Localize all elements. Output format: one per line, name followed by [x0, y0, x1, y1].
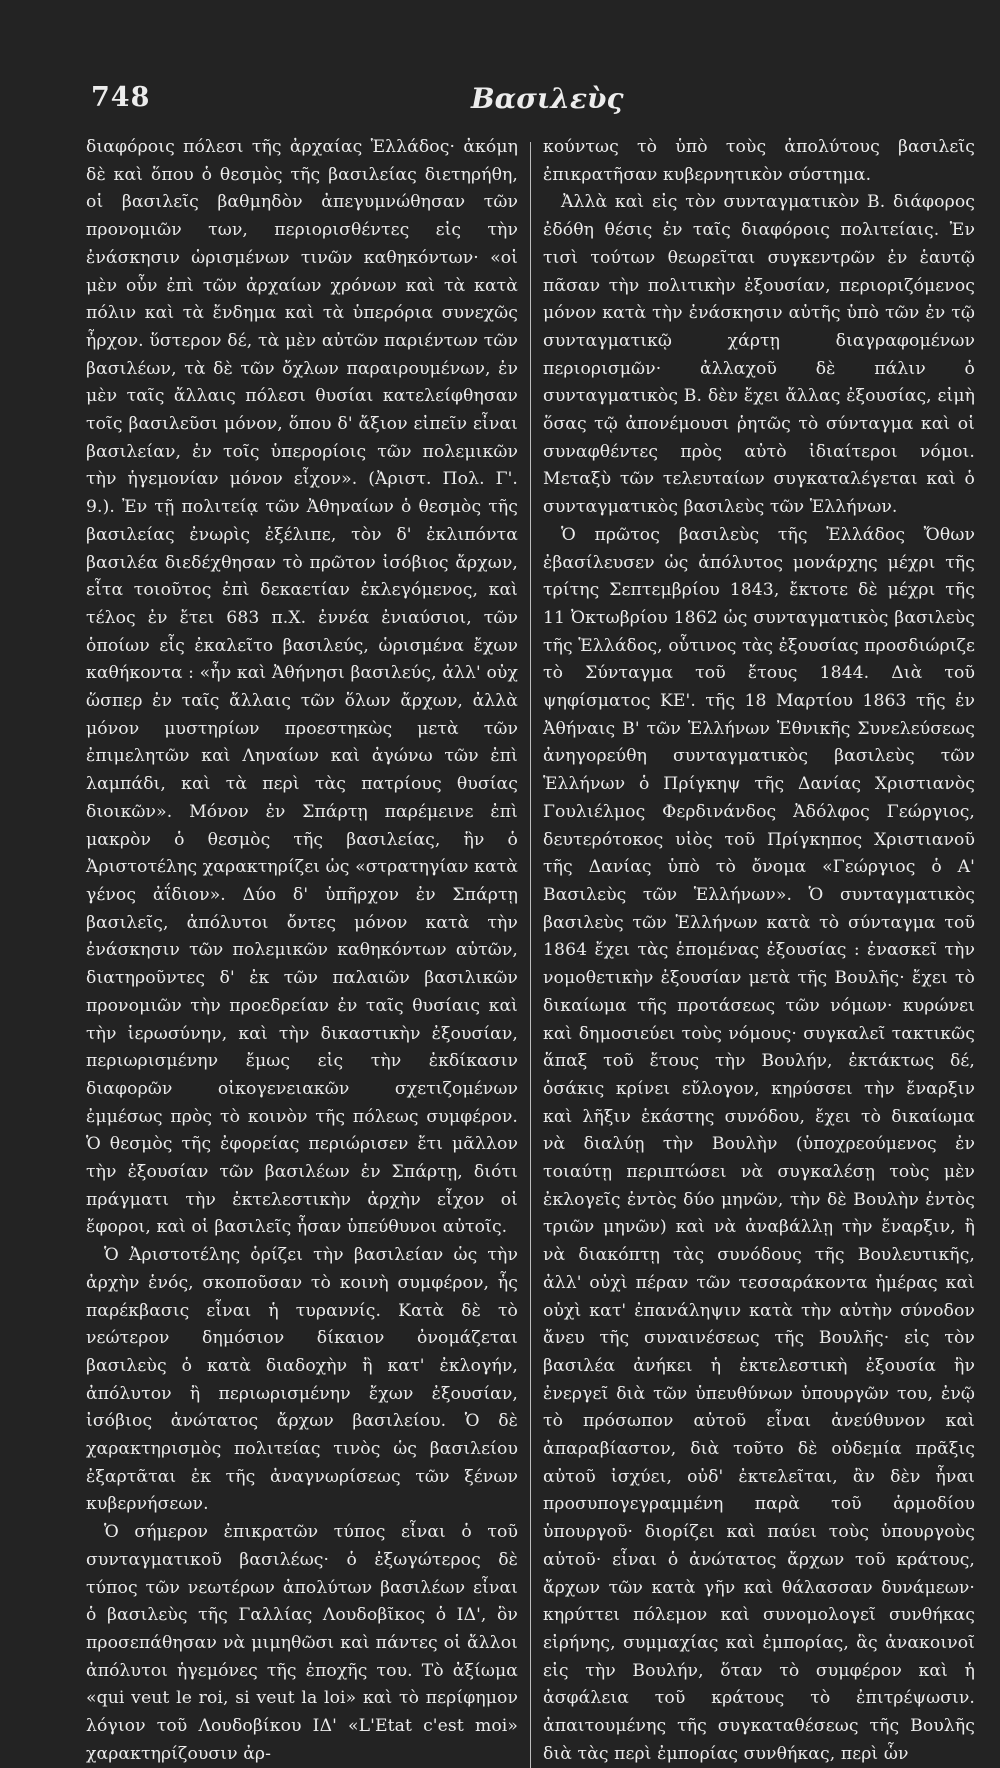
column-divider [530, 142, 531, 1768]
page-number: 748 [91, 82, 151, 113]
page-header [86, 78, 976, 134]
left-paragraph-1: διαφόροις πόλεσι τῆς ἀρχαίας Ἑλλάδος· ἀκόμη δὲ καὶ ὅπου ὁ θεσμὸς τῆς βασιλείας διετηρήθη, οἱ βασιλεῖς βαθμηδὸν ἀπεγυμνώθησαν τῶν προνομιῶν των, περιορισθέντες εἰς τὴν ἐνάσκησιν ὡρισμένων τινῶν καθηκόντων· «οἱ μὲν οὖν ἐπὶ τῶν ἀρχαίων χρόνων καὶ τὰ κατὰ πόλιν καὶ τὰ ἔνδημα καὶ τὰ ὑπερόρια συνεχῶς ἦρχον. ὕστερον δέ, τὰ μὲν αὐτῶν παριέντων τῶν βασιλέων, τὰ δὲ τῶν ὄχλων παραιρουμένων, ἐν μὲν ταῖς ἄλλαις πόλεσι θυσίαι κατελείφθησαν τοῖς βασιλεῦσι μόνον, ὅπου δ' ἄξιον εἰπεῖν εἶναι βασιλείαν, ἐν τοῖς ὑπερορίοις τῶν πολεμικῶν τὴν ἡγεμονίαν μόνον εἶχον». (Ἀριστ. Πολ. Γ'. 9.). Ἐν τῇ πολιτείᾳ τῶν Ἀθηναίων ὁ θεσμὸς τῆς βασιλείας ἐνωρὶς ἐξέλιπε, τὸν δ' ἐκλιπόντα βασιλέα διεδέχθησαν τὸ πρῶτον ἰσόβιος ἄρχων, εἶτα τοιοῦτος ἐπὶ δεκαετίαν ἐκλεγόμενος, καὶ τέλος ἐν ἔτει 683 π.Χ. ἐννέα ἐνιαύσιοι, τῶν ὁποίων εἷς ἐκαλεῖτο βασιλεύς, ὡρισμένα ἔχων καθήκοντα : «ἦν καὶ Ἀθήνησι βασιλεύς, ἀλλ' οὐχ ὥσπερ ἐν ταῖς ἄλλαις τῶν ὅλων ἄρχων, ἀλλὰ μόνον μυστηρίων προεστηκὼς μετὰ τῶν ἐπιμελητῶν καὶ Ληναίων καὶ ἀγώνω τῶν ἐπὶ λαμπάδι, καὶ τὰ περὶ τὰς πατρίους θυσίας διοικῶν». Μόνον ἐν Σπάρτῃ παρέμεινε ἐπὶ μακρὸν ὁ θεσμὸς τῆς βασιλείας, ἣν ὁ Ἀριστοτέλης χαρακτηρίζει ὡς «στρατηγίαν κατὰ γένος ἀΐδιον». Δύο δ' ὑπῆρχον ἐν Σπάρτῃ βασιλεῖς, ἀπόλυτοι ὄντες μόνον κατὰ τὴν ἐνάσκησιν τῶν πολεμικῶν καθηκόντων αὐτῶν, διατηροῦντες δ' ἐκ τῶν παλαιῶν βασιλικῶν προνομιῶν τὴν προεδρείαν ἐν ταῖς θυσίαις καὶ τὴν ἱερωσύνην, καὶ τὴν δικαστικὴν ἐξουσίαν, περιωρισμένην ἔμως εἰς τὴν ἐκδίκασιν διαφορῶν οἰκογενειακῶν σχετιζομένων ἐμμέσως πρὸς τὸ κοινὸν τῆς πόλεως συμφέρον. Ὁ θεσμὸς τῆς ἐφορείας περιώρισεν ἔτι μᾶλλον τὴν ἐξουσίαν τῶν βασιλέων ἐν Σπάρτῃ, διότι πράγματι τὴν ἐκτελεστικὴν ἀρχὴν εἶχον οἱ ἔφοροι, καὶ οἱ βασιλεῖς ἦσαν ὑπεύθυνοι αὐτοῖς. [86, 137, 518, 1238]
text-columns [86, 134, 976, 1768]
left-column [86, 134, 518, 1768]
left-paragraph-3: Ὁ σήμερον ἐπικρατῶν τύπος εἶναι ὁ τοῦ συνταγματικοῦ βασιλέως· ὁ ἐξωγώτερος δὲ τύπος τῶν νεωτέρων ἀπολύτων βασιλέων εἶναι ὁ βασιλεὺς τῆς Γαλλίας Λουδοβῖκος ὁ ΙΔ', ὃν προσεπάθησαν νὰ μιμηθῶσι καὶ πάντες οἱ ἄλλοι ἀπόλυτοι ἡγεμόνες τῆς ἐποχῆς του. Τὸ ἀξίωμα «qui veut le roi, si veut la loi» καὶ τὸ περίφημον λόγιον τοῦ Λουδοβίκου ΙΔ' «L'Etat c'est moi» χαρακτηρίζουσιν ἀρ- [86, 1522, 518, 1764]
right-paragraph-1: κούντως τὸ ὑπὸ τοὺς ἀπολύτους βασιλεῖς ἐπικρατῆσαν κυβερνητικὸν σύστημα. [543, 137, 975, 185]
right-column [543, 134, 975, 1768]
right-paragraph-3: Ὁ πρῶτος βασιλεὺς τῆς Ἑλλάδος Ὄθων ἐβασίλευσεν ὡς ἀπόλυτος μονάρχης μέχρι τῆς τρίτης Σεπτεμβρίου 1843, ἔκτοτε δὲ μέχρι τῆς 11 Ὀκτωβρίου 1862 ὡς συνταγματικὸς βασιλεὺς τῆς Ἑλλάδος, οὗτινος τὰς ἐξουσίας προσδιώριζε τὸ Σύνταγμα τοῦ ἔτους 1844. Διὰ τοῦ ψηφίσματος ΚΕ'. τῆς 18 Μαρτίου 1863 τῆς ἐν Ἀθήναις Β' τῶν Ἑλλήνων Ἐθνικῆς Συνελεύσεως ἀνηγορεύθη συνταγματικὸς βασιλεὺς τῶν Ἑλλήνων ὁ Πρίγκηψ τῆς Δανίας Χριστιανὸς Γουλιέλμος Φερδινάνδος Ἀδόλφος Γεώργιος, δευτερότοκος υἱὸς τοῦ Πρίγκηπος Χριστιανοῦ τῆς Δανίας ὑπὸ τὸ ὄνομα «Γεώργιος ὁ Α' Βασιλεὺς τῶν Ἑλλήνων». Ὁ συνταγματικὸς βασιλεὺς τῶν Ἑλλήνων κατὰ τὸ σύνταγμα τοῦ 1864 ἔχει τὰς ἑπομένας ἐξουσίας : ἐνασκεῖ τὴν νομοθετικὴν ἐξουσίαν μετὰ τῆς Βουλῆς· ἔχει τὸ δικαίωμα τῆς προτάσεως τῶν νόμων· κυρώνει καὶ δημοσιεύει τοὺς νόμους· συγκαλεῖ τακτικῶς ἅπαξ τοῦ ἔτους τὴν Βουλήν, ἐκτάκτως δέ, ὁσάκις κρίνει εὔλογον, κηρύσσει τὴν ἔναρξιν καὶ λῆξιν ἑκάστης συνόδου, ἔχει τὸ δικαίωμα νὰ διαλύῃ τὴν Βουλὴν (ὑποχρεούμενος ἐν τοιαύτῃ περιπτώσει νὰ συγκαλέσῃ τοὺς μὲν ἐκλογεῖς ἐντὸς δύο μηνῶν, τὴν δὲ Βουλὴν ἐντὸς τριῶν μηνῶν) καὶ νὰ ἀναβάλλῃ τὴν ἔναρξιν, ἢ νὰ διακόπτῃ τὰς συνόδους τῆς Βουλευτικῆς, ἀλλ' οὐχὶ πέραν τῶν τεσσαράκοντα ἡμέρας καὶ οὐχὶ κατ' ἐπανάληψιν κατὰ τὴν αὐτὴν σύνοδον ἄνευ τῆς συναινέσεως τῆς Βουλῆς· εἰς τὸν βασιλέα ἀνήκει ἡ ἐκτελεστικὴ ἐξουσία ἣν ἐνεργεῖ διὰ τῶν ὑπευθύνων ὑπουργῶν του, ἐνῷ τὸ πρόσωπον αὐτοῦ εἶναι ἀνεύθυνον καὶ ἀπαραβίαστον, διὰ τοῦτο δὲ οὐδεμία πρᾶξις αὐτοῦ ἰσχύει, οὐδ' ἐκτελεῖται, ἂν δὲν ἦναι προσυπογεγραμμένη παρὰ τοῦ ἁρμοδίου ὑπουργοῦ· διορίζει καὶ παύει τοὺς ὑπουργοὺς αὐτοῦ· εἶναι ὁ ἀνώτατος ἄρχων τοῦ κράτους, ἄρχων τῶν κατὰ γῆν καὶ θάλασσαν δυνάμεων· κηρύττει πόλεμον καὶ συνομολογεῖ συνθήκας εἰρήνης, συμμαχίας καὶ ἐμπορίας, ἃς ἀνακοινοῖ εἰς τὴν Βουλήν, ὅταν τὸ συμφέρον καὶ ἡ ἀσφάλεια τοῦ κράτους τὸ ἐπιτρέψωσιν. ἀπαιτουμένης τῆς συγκαταθέσεως τῆς Βουλῆς διὰ τὰς περὶ ἐμπορίας συνθήκας, περὶ ὧν [543, 524, 975, 1764]
left-paragraph-2: Ὁ Ἀριστοτέλης ὁρίζει τὴν βασιλείαν ὡς τὴν ἀρχὴν ἑνός, σκοποῦσαν τὸ κοινὴ συμφέρον, ἧς παρέκβασις εἶναι ἡ τυραννίς. Κατὰ δὲ τὸ νεώτερον δημόσιον δίκαιον ὀνομάζεται βασιλεὺς ὁ κατὰ διαδοχὴν ἢ κατ' ἐκλογήν, ἀπόλυτον ἢ περιωρισμένην ἔχων ἐξουσίαν, ἰσόβιος ἀνώτατος ἄρχων βασιλείου. Ὁ δὲ χαρακτηρισμὸς πολιτείας τινὸς ὡς βασιλείου ἐξαρτᾶται ἐκ τῆς ἀναγνωρίσεως τῶν ξένων κυβερνήσεων. [86, 1245, 518, 1515]
right-paragraph-2: Ἀλλὰ καὶ εἰς τὸν συνταγματικὸν Β. διάφορος ἐδόθη θέσις ἐν ταῖς διαφόροις πολιτείαις. Ἐν τισὶ τούτων θεωρεῖται συγκεντρῶν ἐν ἑαυτῷ πᾶσαν τὴν πολιτικὴν ἐξουσίαν, περιοριζόμενος μόνον κατὰ τὴν ἐνάσκησιν αὐτῆς ὑπὸ τῶν ἐν τῷ συνταγματικῷ χάρτῃ διαγραφομένων περιορισμῶν· ἀλλαχοῦ δὲ πάλιν ὁ συνταγματικὸς Β. δὲν ἔχει ἄλλας ἐξουσίας, εἰμὴ ὅσας τῷ ἀπονέμουσι ῥητῶς τὸ σύνταγμα καὶ οἱ συναφθέντες πρὸς αὐτὸ ἰδιαίτεροι νόμοι. Μεταξὺ τῶν τελευταίων συγκαταλέγεται καὶ ὁ συνταγματικὸς βασιλεὺς τῶν Ἑλλήνων. [543, 192, 975, 518]
running-head: Βασιλεὺς [471, 82, 624, 115]
